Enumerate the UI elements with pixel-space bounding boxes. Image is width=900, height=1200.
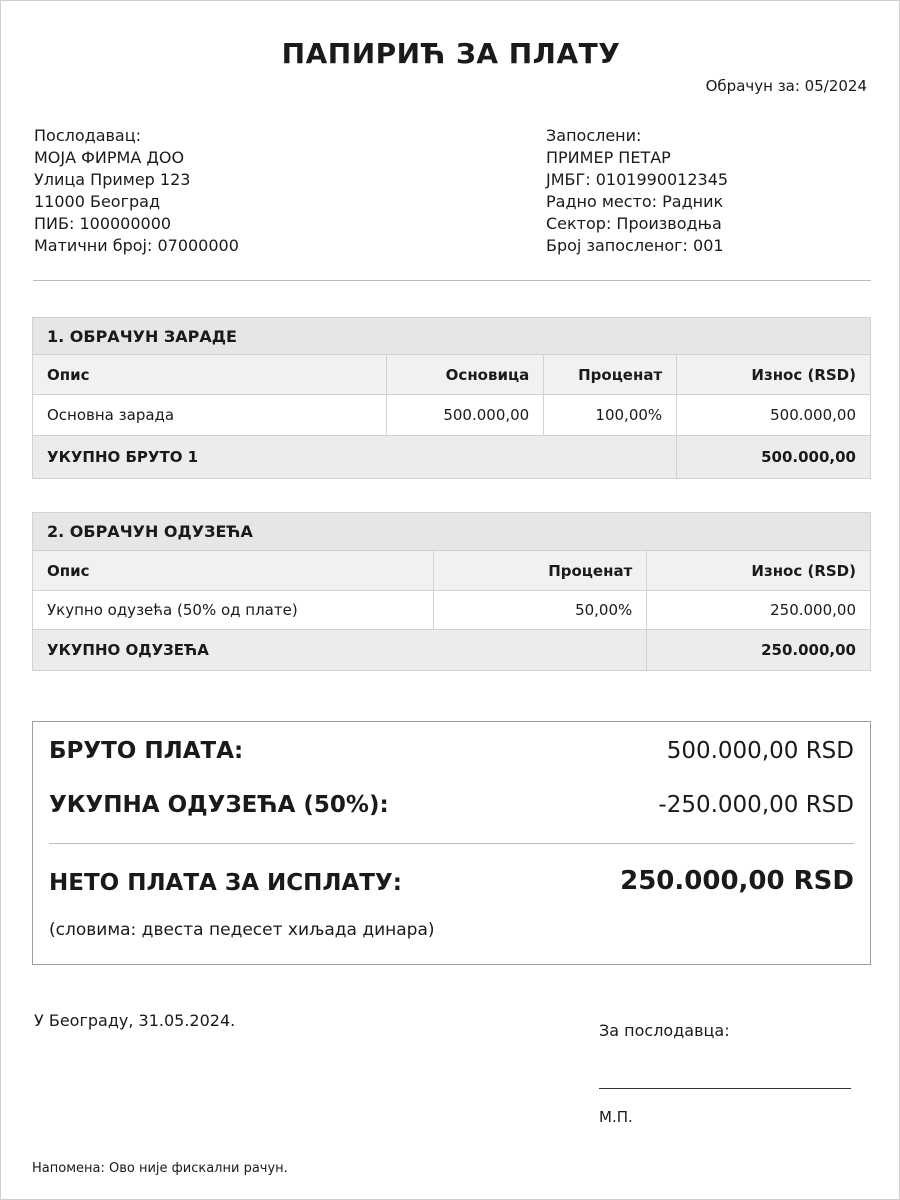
employee-heading: Запослени: — [546, 126, 642, 145]
footer-note: Напомена: Ово није фискални рачун. — [32, 1161, 288, 1176]
stamp-label: М.П. — [599, 1108, 633, 1126]
deductions-summary-value: -250.000,00 RSD — [658, 792, 854, 818]
column-header: Проценат — [433, 551, 647, 591]
employee-sector: Сектор: Производња — [546, 214, 722, 233]
row-base: 500.000,00 — [387, 395, 544, 436]
earnings-total-label: УКУПНО БРУТО 1 — [33, 436, 677, 479]
deductions-summary-label: УКУПНА ОДУЗЕЋА (50%): — [49, 792, 389, 818]
summary-box — [32, 721, 871, 965]
employer-block — [34, 125, 239, 257]
table-row — [33, 395, 871, 436]
earnings-title: 1. ОБРАЧУН ЗАРАДЕ — [33, 318, 871, 355]
earnings-table — [32, 317, 871, 479]
employer-pib: ПИБ: 100000000 — [34, 214, 172, 233]
billing-period: Обрачун за: 05/2024 — [705, 77, 867, 95]
employer-name: МОЈА ФИРМА ДОО — [34, 148, 185, 167]
earnings-header-row — [33, 355, 871, 395]
signature-line — [599, 1088, 851, 1089]
employee-position: Радно место: Радник — [546, 192, 724, 211]
row-percent: 100,00% — [544, 395, 677, 436]
deductions-total-row — [33, 630, 871, 671]
deductions-table — [32, 512, 871, 671]
summary-divider — [49, 843, 854, 844]
deductions-title: 2. ОБРАЧУН ОДУЗЕЋА — [33, 513, 871, 551]
employer-heading: Послодавац: — [34, 126, 142, 145]
column-header: Основица — [387, 355, 544, 395]
earnings-total-value: 500.000,00 — [677, 436, 871, 479]
deductions-header-row — [33, 551, 871, 591]
column-header: Износ (RSD) — [677, 355, 871, 395]
amount-in-words: (словима: двеста педесет хиљада динара) — [49, 920, 435, 940]
place-date: У Београду, 31.05.2024. — [34, 1011, 236, 1030]
employee-block — [546, 125, 728, 257]
employer-city: 11000 Београд — [34, 192, 161, 211]
employee-name: ПРИМЕР ПЕТАР — [546, 148, 671, 167]
net-value: 250.000,00 RSD — [620, 866, 854, 896]
row-description: Укупно одузећа (50% од плате) — [33, 591, 434, 630]
row-description: Основна зарада — [33, 395, 387, 436]
gross-label: БРУТО ПЛАТА: — [49, 738, 244, 764]
employer-street: Улица Пример 123 — [34, 170, 191, 189]
row-amount: 500.000,00 — [677, 395, 871, 436]
earnings-total-row — [33, 436, 871, 479]
signature-label: За послодавца: — [599, 1021, 730, 1040]
employee-jmbg: ЈМБГ: 0101990012345 — [546, 170, 729, 189]
employer-reg-no: Матични број: 07000000 — [34, 236, 239, 255]
table-row — [33, 591, 871, 630]
deductions-total-value: 250.000,00 — [647, 630, 871, 671]
column-header: Опис — [33, 551, 434, 591]
earnings-title-row — [33, 318, 871, 355]
row-percent: 50,00% — [433, 591, 647, 630]
column-header: Проценат — [544, 355, 677, 395]
employee-number: Број запосленог: 001 — [546, 236, 724, 255]
net-label: НЕТО ПЛАТА ЗА ИСПЛАТУ: — [49, 870, 402, 896]
header-divider — [33, 280, 871, 281]
row-amount: 250.000,00 — [647, 591, 871, 630]
deductions-title-row — [33, 513, 871, 551]
gross-value: 500.000,00 RSD — [666, 738, 854, 764]
document-title: ПАПИРИЋ ЗА ПЛАТУ — [281, 37, 621, 70]
column-header: Износ (RSD) — [647, 551, 871, 591]
column-header: Опис — [33, 355, 387, 395]
deductions-total-label: УКУПНО ОДУЗЕЋА — [33, 630, 647, 671]
